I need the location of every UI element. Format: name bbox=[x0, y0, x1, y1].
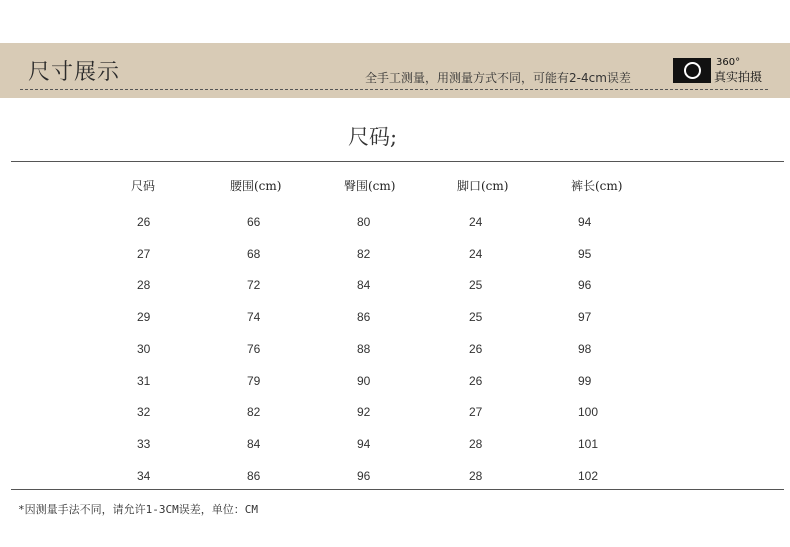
length-cell: 94 bbox=[578, 215, 592, 229]
leg-opening-cell: 27 bbox=[469, 405, 483, 419]
waist-cell: 86 bbox=[247, 469, 261, 483]
length-cell: 101 bbox=[578, 437, 599, 451]
header-waist: 腰围(cm) bbox=[230, 179, 282, 193]
waist-cell: 82 bbox=[247, 405, 261, 419]
waist-cell: 68 bbox=[247, 247, 261, 261]
camera-degree-label: 360° bbox=[716, 57, 741, 68]
size-cell: 26 bbox=[137, 215, 151, 229]
length-cell: 98 bbox=[578, 342, 592, 356]
header-hip: 臀围(cm) bbox=[344, 179, 396, 193]
measurement-note: 全手工测量，用测量方式不同，可能有2-4cm误差 bbox=[365, 71, 631, 85]
size-cell: 29 bbox=[137, 310, 151, 324]
header-size: 尺码 bbox=[131, 179, 156, 193]
leg-opening-cell: 24 bbox=[469, 215, 483, 229]
waist-cell: 79 bbox=[247, 374, 261, 388]
camera-lens-icon bbox=[684, 62, 701, 79]
table-bottom-rule bbox=[11, 489, 784, 490]
size-cell: 31 bbox=[137, 374, 151, 388]
section-banner bbox=[0, 43, 790, 98]
size-cell: 30 bbox=[137, 342, 151, 356]
leg-opening-cell: 24 bbox=[469, 247, 483, 261]
size-cell: 28 bbox=[137, 278, 151, 292]
section-title: 尺寸展示 bbox=[28, 60, 121, 85]
header-leg-opening: 脚口(cm) bbox=[457, 179, 509, 193]
camera-icon bbox=[673, 58, 711, 83]
length-cell: 99 bbox=[578, 374, 592, 388]
size-cell: 27 bbox=[137, 247, 151, 261]
leg-opening-cell: 28 bbox=[469, 437, 483, 451]
leg-opening-cell: 26 bbox=[469, 342, 483, 356]
waist-cell: 84 bbox=[247, 437, 261, 451]
hip-cell: 80 bbox=[357, 215, 371, 229]
size-table-title: 尺码; bbox=[348, 125, 398, 149]
hip-cell: 86 bbox=[357, 310, 371, 324]
table-top-rule bbox=[11, 161, 784, 162]
waist-cell: 72 bbox=[247, 278, 261, 292]
length-cell: 95 bbox=[578, 247, 592, 261]
length-cell: 102 bbox=[578, 469, 599, 483]
banner-dashed-divider bbox=[20, 89, 768, 90]
hip-cell: 94 bbox=[357, 437, 371, 451]
waist-cell: 74 bbox=[247, 310, 261, 324]
footnote: *因测量手法不同，请允许1-3CM误差，单位：CM bbox=[18, 503, 258, 516]
size-cell: 33 bbox=[137, 437, 151, 451]
header-length: 裤长(cm) bbox=[571, 179, 623, 193]
hip-cell: 90 bbox=[357, 374, 371, 388]
hip-cell: 92 bbox=[357, 405, 371, 419]
length-cell: 96 bbox=[578, 278, 592, 292]
hip-cell: 96 bbox=[357, 469, 371, 483]
length-cell: 97 bbox=[578, 310, 592, 324]
length-cell: 100 bbox=[578, 405, 599, 419]
hip-cell: 82 bbox=[357, 247, 371, 261]
waist-cell: 66 bbox=[247, 215, 261, 229]
real-photo-label: 真实拍摄 bbox=[714, 70, 763, 84]
size-cell: 32 bbox=[137, 405, 151, 419]
leg-opening-cell: 25 bbox=[469, 310, 483, 324]
hip-cell: 84 bbox=[357, 278, 371, 292]
leg-opening-cell: 26 bbox=[469, 374, 483, 388]
waist-cell: 76 bbox=[247, 342, 261, 356]
leg-opening-cell: 25 bbox=[469, 278, 483, 292]
size-cell: 34 bbox=[137, 469, 151, 483]
hip-cell: 88 bbox=[357, 342, 371, 356]
leg-opening-cell: 28 bbox=[469, 469, 483, 483]
